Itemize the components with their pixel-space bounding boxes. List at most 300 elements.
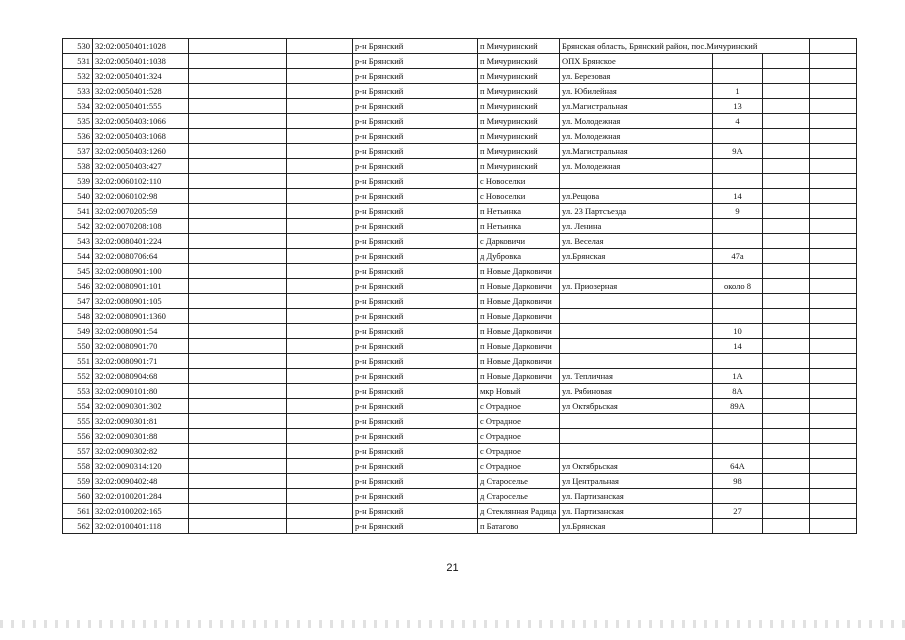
row-number-cell: 541	[63, 204, 93, 219]
street-cell: ул. Молодежная	[560, 159, 713, 174]
locality-cell: д Староселье	[478, 489, 560, 504]
cadastral-number-cell: 32:02:0050403:1260	[93, 144, 189, 159]
house-number-cell: 4	[713, 114, 763, 129]
house-number-cell	[713, 444, 763, 459]
empty-cell	[763, 189, 810, 204]
row-number-cell: 548	[63, 309, 93, 324]
district-cell: р-н Брянский	[353, 309, 478, 324]
empty-cell	[287, 264, 353, 279]
street-cell: ул. Юбилейная	[560, 84, 713, 99]
row-number-cell: 558	[63, 459, 93, 474]
empty-cell	[810, 339, 857, 354]
locality-cell: п Мичуринский	[478, 129, 560, 144]
street-cell: ул. Ленина	[560, 219, 713, 234]
table-row	[63, 69, 857, 84]
house-number-cell: 89А	[713, 399, 763, 414]
locality-cell: д Староселье	[478, 474, 560, 489]
locality-cell: п Новые Дарковичи	[478, 369, 560, 384]
empty-cell	[810, 474, 857, 489]
row-number-cell: 557	[63, 444, 93, 459]
cadastral-number-cell: 32:02:0090402:48	[93, 474, 189, 489]
house-number-cell	[713, 159, 763, 174]
house-number-cell	[713, 264, 763, 279]
empty-cell	[763, 309, 810, 324]
district-cell: р-н Брянский	[353, 174, 478, 189]
empty-cell	[287, 114, 353, 129]
page-number: 21	[446, 562, 459, 574]
cadastral-number-cell: 32:02:0080901:70	[93, 339, 189, 354]
district-cell: р-н Брянский	[353, 339, 478, 354]
empty-cell	[810, 399, 857, 414]
empty-cell	[810, 384, 857, 399]
house-number-cell: 8А	[713, 384, 763, 399]
empty-cell	[810, 219, 857, 234]
table-row	[63, 159, 857, 174]
row-number-cell: 553	[63, 384, 93, 399]
district-cell: р-н Брянский	[353, 519, 478, 534]
district-cell: р-н Брянский	[353, 249, 478, 264]
empty-cell	[189, 399, 287, 414]
empty-cell	[189, 54, 287, 69]
empty-cell	[810, 39, 857, 54]
cadastral-number-cell: 32:02:0090314:120	[93, 459, 189, 474]
empty-cell	[189, 249, 287, 264]
empty-cell	[763, 444, 810, 459]
empty-cell	[810, 114, 857, 129]
cadastral-number-cell: 32:02:0090301:88	[93, 429, 189, 444]
empty-cell	[810, 309, 857, 324]
empty-cell	[287, 234, 353, 249]
street-cell: ул.Магистральная	[560, 144, 713, 159]
table-row	[63, 144, 857, 159]
empty-cell	[810, 54, 857, 69]
cadastral-number-cell: 32:02:0090302:82	[93, 444, 189, 459]
empty-cell	[189, 159, 287, 174]
table-row	[63, 294, 857, 309]
row-number-cell: 534	[63, 99, 93, 114]
house-number-cell	[713, 54, 763, 69]
district-cell: р-н Брянский	[353, 294, 478, 309]
house-number-cell: 14	[713, 189, 763, 204]
empty-cell	[810, 69, 857, 84]
table-row	[63, 219, 857, 234]
empty-cell	[287, 384, 353, 399]
empty-cell	[810, 414, 857, 429]
empty-cell	[810, 234, 857, 249]
empty-cell	[763, 294, 810, 309]
empty-cell	[189, 414, 287, 429]
street-cell	[560, 444, 713, 459]
locality-cell: мкр Новый	[478, 384, 560, 399]
house-number-cell	[713, 234, 763, 249]
empty-cell	[189, 384, 287, 399]
empty-cell	[763, 249, 810, 264]
cadastral-number-cell: 32:02:0080901:1360	[93, 309, 189, 324]
table-row	[63, 489, 857, 504]
empty-cell	[189, 354, 287, 369]
empty-cell	[287, 69, 353, 84]
empty-cell	[763, 354, 810, 369]
row-number-cell: 543	[63, 234, 93, 249]
empty-cell	[287, 444, 353, 459]
district-cell: р-н Брянский	[353, 189, 478, 204]
street-cell: ул. Рябиновая	[560, 384, 713, 399]
table-row	[63, 504, 857, 519]
empty-cell	[810, 354, 857, 369]
empty-cell	[189, 114, 287, 129]
empty-cell	[763, 324, 810, 339]
street-cell: ул Центральная	[560, 474, 713, 489]
street-cell	[560, 294, 713, 309]
empty-cell	[189, 339, 287, 354]
cadastral-number-cell: 32:02:0050403:427	[93, 159, 189, 174]
empty-cell	[189, 99, 287, 114]
empty-cell	[287, 174, 353, 189]
cadastral-number-cell: 32:02:0050401:324	[93, 69, 189, 84]
empty-cell	[189, 129, 287, 144]
street-cell: ул. Березовая	[560, 69, 713, 84]
empty-cell	[763, 474, 810, 489]
table-row	[63, 84, 857, 99]
cadastral-number-cell: 32:02:0070208:108	[93, 219, 189, 234]
table-row	[63, 204, 857, 219]
district-cell: р-н Брянский	[353, 144, 478, 159]
district-cell: р-н Брянский	[353, 279, 478, 294]
empty-cell	[287, 309, 353, 324]
district-cell: р-н Брянский	[353, 369, 478, 384]
table-row	[63, 519, 857, 534]
locality-cell: п Мичуринский	[478, 39, 560, 54]
locality-cell: п Мичуринский	[478, 54, 560, 69]
empty-cell	[189, 264, 287, 279]
empty-cell	[189, 369, 287, 384]
empty-cell	[287, 39, 353, 54]
street-cell	[560, 429, 713, 444]
empty-cell	[189, 474, 287, 489]
empty-cell	[189, 69, 287, 84]
house-number-cell	[713, 519, 763, 534]
empty-cell	[189, 444, 287, 459]
street-cell: ул. Молодежная	[560, 129, 713, 144]
locality-cell: п Новые Дарковичи	[478, 294, 560, 309]
table-row	[63, 414, 857, 429]
cadastral-number-cell: 32:02:0060102:110	[93, 174, 189, 189]
street-cell: ОПХ Брянское	[560, 54, 713, 69]
table-row	[63, 279, 857, 294]
table-row	[63, 459, 857, 474]
row-number-cell: 540	[63, 189, 93, 204]
house-number-cell: 14	[713, 339, 763, 354]
district-cell: р-н Брянский	[353, 54, 478, 69]
empty-cell	[810, 204, 857, 219]
district-cell: р-н Брянский	[353, 264, 478, 279]
row-number-cell: 537	[63, 144, 93, 159]
cadastral-number-cell: 32:02:0080901:71	[93, 354, 189, 369]
table-row	[63, 474, 857, 489]
empty-cell	[810, 99, 857, 114]
district-cell: р-н Брянский	[353, 459, 478, 474]
empty-cell	[810, 369, 857, 384]
empty-cell	[287, 159, 353, 174]
house-number-cell: 9	[713, 204, 763, 219]
empty-cell	[287, 354, 353, 369]
table-row	[63, 39, 857, 54]
empty-cell	[810, 444, 857, 459]
street-cell: ул. Партизанская	[560, 504, 713, 519]
district-cell: р-н Брянский	[353, 129, 478, 144]
empty-cell	[810, 174, 857, 189]
empty-cell	[763, 339, 810, 354]
empty-cell	[287, 204, 353, 219]
scan-artifact-strip	[0, 620, 905, 628]
empty-cell	[763, 234, 810, 249]
street-cell: ул.Рещова	[560, 189, 713, 204]
house-number-cell	[713, 174, 763, 189]
house-number-cell: около 8	[713, 279, 763, 294]
empty-cell	[287, 249, 353, 264]
cadastral-number-cell: 32:02:0050403:1068	[93, 129, 189, 144]
empty-cell	[763, 159, 810, 174]
locality-cell: с Новоселки	[478, 189, 560, 204]
locality-cell: п Батагово	[478, 519, 560, 534]
house-number-cell: 1	[713, 84, 763, 99]
table-row	[63, 264, 857, 279]
street-cell: ул.Брянская	[560, 519, 713, 534]
cadastral-number-cell: 32:02:0090301:302	[93, 399, 189, 414]
district-cell: р-н Брянский	[353, 84, 478, 99]
cadastral-number-cell: 32:02:0080901:100	[93, 264, 189, 279]
empty-cell	[763, 459, 810, 474]
table-row	[63, 369, 857, 384]
row-number-cell: 533	[63, 84, 93, 99]
empty-cell	[763, 369, 810, 384]
empty-cell	[189, 519, 287, 534]
house-number-cell	[713, 309, 763, 324]
empty-cell	[763, 54, 810, 69]
empty-cell	[189, 174, 287, 189]
district-cell: р-н Брянский	[353, 69, 478, 84]
empty-cell	[287, 474, 353, 489]
locality-cell: п Новые Дарковичи	[478, 354, 560, 369]
district-cell: р-н Брянский	[353, 399, 478, 414]
cadastral-number-cell: 32:02:0050401:528	[93, 84, 189, 99]
house-number-cell: 27	[713, 504, 763, 519]
table-row	[63, 54, 857, 69]
district-cell: р-н Брянский	[353, 414, 478, 429]
empty-cell	[763, 114, 810, 129]
row-number-cell: 556	[63, 429, 93, 444]
empty-cell	[763, 69, 810, 84]
empty-cell	[189, 144, 287, 159]
empty-cell	[287, 54, 353, 69]
table-row	[63, 99, 857, 114]
street-cell: ул Октябрьская	[560, 459, 713, 474]
district-cell: р-н Брянский	[353, 234, 478, 249]
cadastral-number-cell: 32:02:0070205:59	[93, 204, 189, 219]
document-sheet	[62, 38, 857, 534]
empty-cell	[763, 84, 810, 99]
table-row	[63, 429, 857, 444]
district-cell: р-н Брянский	[353, 99, 478, 114]
empty-cell	[287, 324, 353, 339]
table-row	[63, 189, 857, 204]
empty-cell	[763, 504, 810, 519]
district-cell: р-н Брянский	[353, 114, 478, 129]
empty-cell	[810, 129, 857, 144]
empty-cell	[287, 369, 353, 384]
street-cell	[560, 339, 713, 354]
table-row	[63, 174, 857, 189]
table-row	[63, 339, 857, 354]
table-row	[63, 129, 857, 144]
row-number-cell: 536	[63, 129, 93, 144]
cadastral-number-cell: 32:02:0050403:1066	[93, 114, 189, 129]
empty-cell	[287, 489, 353, 504]
empty-cell	[189, 234, 287, 249]
empty-cell	[189, 84, 287, 99]
table-row	[63, 384, 857, 399]
table-row	[63, 444, 857, 459]
row-number-cell: 561	[63, 504, 93, 519]
cadastral-number-cell: 32:02:0080901:105	[93, 294, 189, 309]
locality-cell: с Новоселки	[478, 174, 560, 189]
house-number-cell: 98	[713, 474, 763, 489]
empty-cell	[287, 279, 353, 294]
table-row	[63, 114, 857, 129]
empty-cell	[189, 294, 287, 309]
cadastral-number-cell: 32:02:0050401:555	[93, 99, 189, 114]
empty-cell	[287, 84, 353, 99]
locality-cell: п Новые Дарковичи	[478, 279, 560, 294]
cadastral-number-cell: 32:02:0080901:101	[93, 279, 189, 294]
locality-cell: д Стеклянная Радица	[478, 504, 560, 519]
street-cell: ул. Веселая	[560, 234, 713, 249]
empty-cell	[810, 429, 857, 444]
empty-cell	[287, 519, 353, 534]
cadastral-number-cell: 32:02:0080901:54	[93, 324, 189, 339]
row-number-cell: 551	[63, 354, 93, 369]
empty-cell	[287, 339, 353, 354]
empty-cell	[810, 459, 857, 474]
cadastral-number-cell: 32:02:0080706:64	[93, 249, 189, 264]
row-number-cell: 546	[63, 279, 93, 294]
empty-cell	[763, 144, 810, 159]
empty-cell	[287, 144, 353, 159]
table-row	[63, 324, 857, 339]
locality-cell: п Мичуринский	[478, 69, 560, 84]
street-cell: ул.Брянская	[560, 249, 713, 264]
row-number-cell: 535	[63, 114, 93, 129]
empty-cell	[189, 459, 287, 474]
house-number-cell	[713, 489, 763, 504]
row-number-cell: 549	[63, 324, 93, 339]
cadastral-number-cell: 32:02:0050401:1038	[93, 54, 189, 69]
row-number-cell: 538	[63, 159, 93, 174]
empty-cell	[763, 219, 810, 234]
cadastral-number-cell: 32:02:0100201:284	[93, 489, 189, 504]
house-number-cell	[713, 219, 763, 234]
empty-cell	[763, 429, 810, 444]
empty-cell	[189, 504, 287, 519]
house-number-cell	[713, 429, 763, 444]
empty-cell	[810, 294, 857, 309]
row-number-cell: 547	[63, 294, 93, 309]
locality-cell: д Дубровка	[478, 249, 560, 264]
empty-cell	[810, 159, 857, 174]
locality-cell: п Мичуринский	[478, 159, 560, 174]
table-row	[63, 309, 857, 324]
house-number-cell	[713, 354, 763, 369]
empty-cell	[189, 429, 287, 444]
table-body	[63, 39, 857, 534]
street-cell	[560, 324, 713, 339]
row-number-cell: 531	[63, 54, 93, 69]
street-cell	[560, 354, 713, 369]
empty-cell	[810, 324, 857, 339]
locality-cell: п Новые Дарковичи	[478, 339, 560, 354]
locality-cell: п Мичуринский	[478, 114, 560, 129]
house-number-cell	[713, 129, 763, 144]
row-number-cell: 544	[63, 249, 93, 264]
cadastral-number-cell: 32:02:0050401:1028	[93, 39, 189, 54]
district-cell: р-н Брянский	[353, 384, 478, 399]
empty-cell	[287, 294, 353, 309]
cadastral-number-cell: 32:02:0060102:98	[93, 189, 189, 204]
table-row	[63, 399, 857, 414]
street-cell	[560, 264, 713, 279]
cadastral-number-cell: 32:02:0080904:68	[93, 369, 189, 384]
district-cell: р-н Брянский	[353, 474, 478, 489]
row-number-cell: 555	[63, 414, 93, 429]
empty-cell	[763, 489, 810, 504]
house-number-cell	[713, 294, 763, 309]
district-cell: р-н Брянский	[353, 39, 478, 54]
empty-cell	[287, 129, 353, 144]
locality-cell: п Мичуринский	[478, 144, 560, 159]
house-number-cell	[713, 414, 763, 429]
locality-cell: п Нетьинка	[478, 219, 560, 234]
street-cell: ул. Партизанская	[560, 489, 713, 504]
empty-cell	[189, 309, 287, 324]
house-number-cell: 9А	[713, 144, 763, 159]
empty-cell	[287, 414, 353, 429]
cadastral-number-cell: 32:02:0100202:165	[93, 504, 189, 519]
house-number-cell: 13	[713, 99, 763, 114]
row-number-cell: 562	[63, 519, 93, 534]
empty-cell	[189, 189, 287, 204]
empty-cell	[189, 219, 287, 234]
empty-cell	[287, 429, 353, 444]
empty-cell	[189, 204, 287, 219]
empty-cell	[810, 519, 857, 534]
table-row	[63, 234, 857, 249]
locality-cell: с Дарковичи	[478, 234, 560, 249]
locality-cell: с Отрадное	[478, 459, 560, 474]
empty-cell	[189, 39, 287, 54]
empty-cell	[287, 189, 353, 204]
empty-cell	[763, 279, 810, 294]
district-cell: р-н Брянский	[353, 324, 478, 339]
empty-cell	[189, 324, 287, 339]
locality-cell: с Отрадное	[478, 414, 560, 429]
address-cell: Брянская область, Брянский район, пос.Мичуринский	[560, 39, 810, 54]
street-cell: ул. Молодежная	[560, 114, 713, 129]
house-number-cell: 10	[713, 324, 763, 339]
row-number-cell: 559	[63, 474, 93, 489]
empty-cell	[763, 204, 810, 219]
row-number-cell: 552	[63, 369, 93, 384]
row-number-cell: 542	[63, 219, 93, 234]
